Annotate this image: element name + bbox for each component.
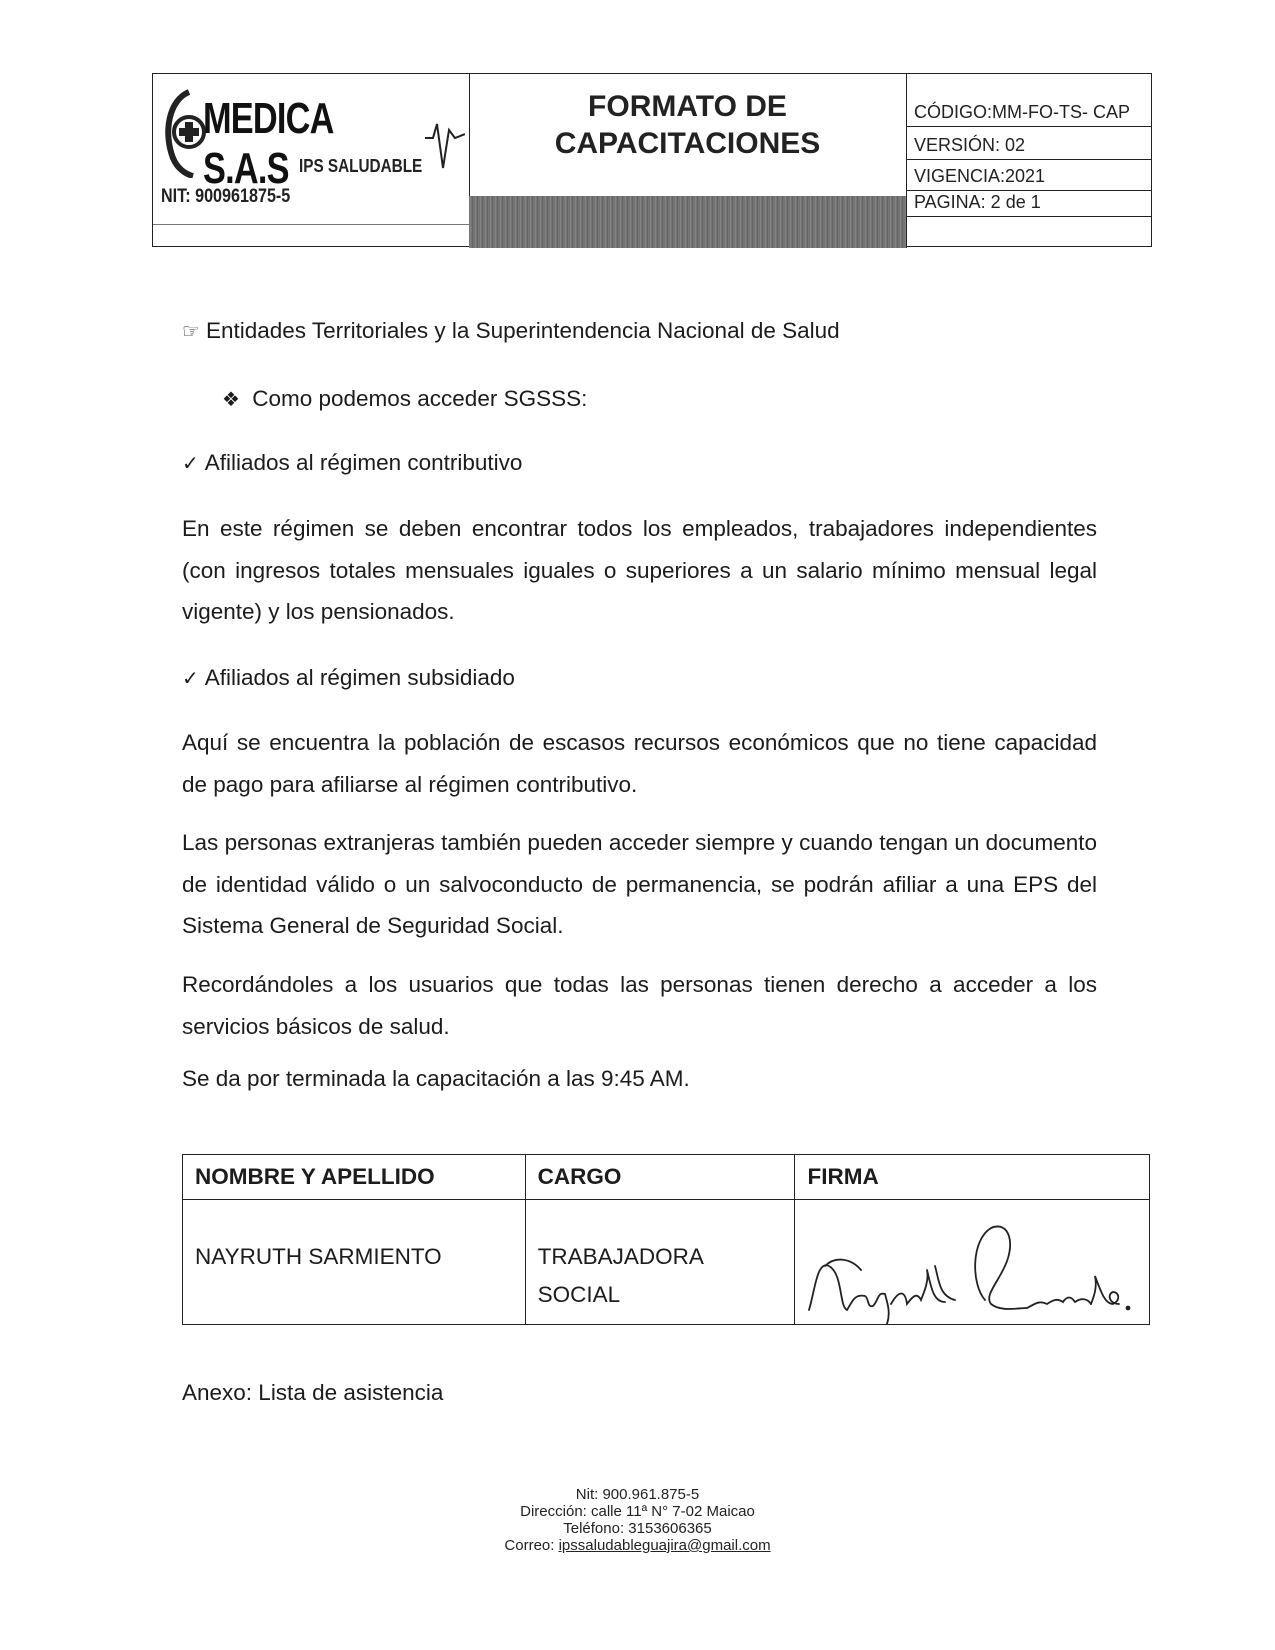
- table-row: [183, 1200, 1150, 1325]
- footer-email-line: Correo: ipssaludableguajira@gmail.com: [504, 1537, 771, 1554]
- signer-role-cell: [525, 1200, 795, 1325]
- gray-band: [469, 196, 906, 248]
- logo-cell: [153, 74, 470, 248]
- checkmark-icon: ✓: [182, 451, 199, 475]
- signature-cell: [795, 1200, 1150, 1325]
- medical-cross-icon: [159, 86, 209, 178]
- document-title: FORMATO DE CAPACITACIONES: [554, 90, 821, 160]
- document-footer: [0, 1486, 1275, 1554]
- signature-table: [182, 1154, 1150, 1325]
- column-header-firma: FIRMA: [795, 1155, 1150, 1200]
- closing-statement: Se da por terminada la capacitación a las 9:45 AM.: [182, 1066, 690, 1091]
- logo-nit: NIT: 900961875-5: [161, 186, 291, 207]
- checkmark-icon: ✓: [182, 666, 199, 690]
- check-item-contributivo: ✓ Afiliados al régimen contributivo: [182, 450, 523, 475]
- logo-brand-text: MEDICA S.A.S: [203, 94, 333, 193]
- paragraph-extranjeras: Las personas extranjeras también pueden acceder siempre y cuando tengan un documento de identidad válido o un salvoconducto de permanencia, se podrán afiliar a una EPS del Sistema General de Seguridad Social.: [182, 830, 1097, 938]
- vigencia-row: VIGENCIA:2021: [906, 160, 1151, 191]
- list-item-entities: ☞ Entidades Territoriales y la Superintendencia Nacional de Salud: [182, 318, 840, 343]
- logo-tagline: IPS SALUDABLE: [299, 156, 423, 176]
- version-row: VERSIÓN: 02: [906, 127, 1151, 160]
- handwritten-signature: [795, 1200, 1145, 1324]
- question-heading: ❖ Como podemos acceder SGSSS:: [222, 386, 588, 411]
- footer-email-link[interactable]: ipssaludableguajira@gmail.com: [558, 1537, 771, 1554]
- paragraph-contributivo: En este régimen se deben encontrar todos los empleados, trabajadores independientes (con ingresos totales mensuales iguales o superiores a un salario mínimo mensual legal vigente) y los pensionados.: [182, 516, 1097, 624]
- document-info: [906, 74, 1151, 248]
- pagina-row: PAGINA: 2 de 1: [906, 191, 1151, 217]
- signer-role: TRABAJADORA SOCIAL: [537, 1244, 704, 1307]
- signer-name: NAYRUTH SARMIENTO: [195, 1244, 442, 1269]
- table-header-row: [183, 1155, 1150, 1200]
- pointing-hand-icon: ☞: [182, 319, 200, 343]
- check-item-subsidiado: ✓ Afiliados al régimen subsidiado: [182, 665, 515, 690]
- column-header-cargo: CARGO: [525, 1155, 795, 1200]
- codigo-row: CÓDIGO:MM-FO-TS- CAP: [906, 74, 1151, 127]
- document-header: [152, 73, 1152, 247]
- footer-phone: Teléfono: 3153606365: [563, 1520, 712, 1537]
- column-header-name: NOMBRE Y APELLIDO: [183, 1155, 526, 1200]
- paragraph-recordandoles: Recordándoles a los usuarios que todas las personas tienen derecho a acceder a los servicios básicos de salud.: [182, 972, 1097, 1039]
- paragraph-subsidiado: Aquí se encuentra la población de escasos recursos económicos que no tiene capacidad de pago para afiliarse al régimen contributivo.: [182, 730, 1097, 797]
- title-cell: [469, 74, 907, 248]
- heartbeat-icon: [425, 116, 465, 176]
- footer-address: Dirección: calle 11ª N° 7-02 Maicao: [520, 1503, 755, 1520]
- annex-note: Anexo: Lista de asistencia: [182, 1380, 444, 1405]
- signer-name-cell: [183, 1200, 526, 1325]
- footer-nit: Nit: 900.961.875-5: [575, 1486, 700, 1503]
- diamond-bullet-icon: ❖: [222, 387, 240, 411]
